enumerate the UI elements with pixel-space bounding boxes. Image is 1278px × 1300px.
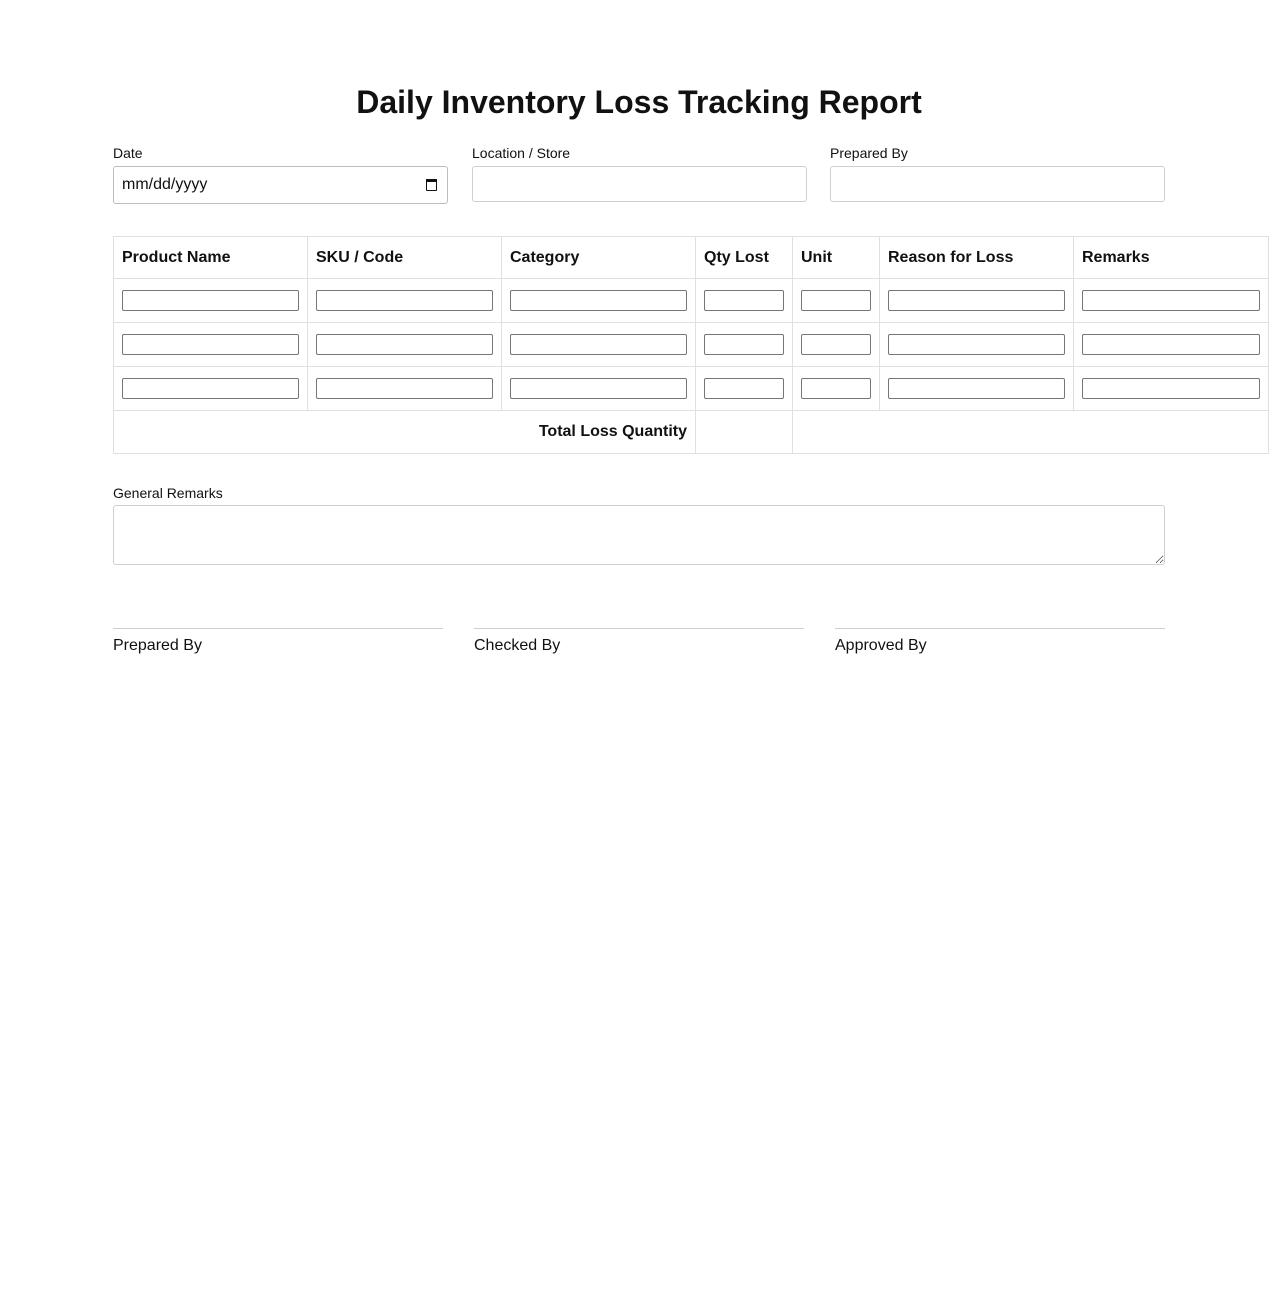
unit-input[interactable] bbox=[801, 378, 871, 399]
table-cell bbox=[502, 367, 696, 411]
total-loss-value bbox=[696, 411, 793, 454]
table-cell bbox=[114, 323, 308, 367]
table-cell bbox=[114, 279, 308, 323]
remarks-input[interactable] bbox=[1082, 290, 1260, 311]
remarks-input[interactable] bbox=[1082, 378, 1260, 399]
sku-input[interactable] bbox=[316, 290, 493, 311]
table-cell bbox=[793, 323, 880, 367]
location-field-group bbox=[472, 144, 807, 202]
total-loss-label: Total Loss Quantity bbox=[114, 411, 696, 454]
table-cell bbox=[308, 279, 502, 323]
table-cell bbox=[696, 279, 793, 323]
date-input[interactable] bbox=[113, 166, 448, 204]
product-name-input[interactable] bbox=[122, 378, 299, 399]
table-cell bbox=[502, 323, 696, 367]
column-header-category: Category bbox=[502, 237, 696, 279]
calendar-icon[interactable] bbox=[426, 179, 437, 191]
column-header-reason: Reason for Loss bbox=[880, 237, 1074, 279]
table-cell bbox=[793, 367, 880, 411]
signature-checked-by bbox=[474, 628, 804, 655]
table-cell bbox=[1074, 279, 1269, 323]
column-header-unit: Unit bbox=[793, 237, 880, 279]
location-label: Location / Store bbox=[472, 145, 571, 161]
prepared-by-input[interactable] bbox=[830, 166, 1165, 202]
table-cell bbox=[1074, 323, 1269, 367]
table-row bbox=[114, 323, 1269, 367]
table-cell bbox=[308, 323, 502, 367]
table-cell bbox=[880, 323, 1074, 367]
signature-approved-by-label: Approved By bbox=[835, 637, 927, 654]
table-cell bbox=[880, 279, 1074, 323]
date-input-value: mm/dd/yyyy bbox=[122, 176, 208, 193]
unit-input[interactable] bbox=[801, 290, 871, 311]
table-row bbox=[114, 279, 1269, 323]
location-input[interactable] bbox=[472, 166, 807, 202]
table-cell bbox=[880, 367, 1074, 411]
loss-table bbox=[113, 236, 1269, 454]
total-row bbox=[114, 411, 1269, 454]
page-title: Daily Inventory Loss Tracking Report bbox=[356, 84, 922, 120]
sku-input[interactable] bbox=[316, 334, 493, 355]
table-header-row bbox=[114, 237, 1269, 279]
unit-input[interactable] bbox=[801, 334, 871, 355]
column-header-remarks: Remarks bbox=[1074, 237, 1269, 279]
signature-prepared-by bbox=[113, 628, 443, 655]
category-input[interactable] bbox=[510, 290, 687, 311]
table-cell bbox=[1074, 367, 1269, 411]
date-label: Date bbox=[113, 145, 143, 161]
total-row-filler bbox=[793, 411, 1269, 454]
table-cell bbox=[696, 323, 793, 367]
column-header-qty-lost: Qty Lost bbox=[696, 237, 793, 279]
general-remarks-label: General Remarks bbox=[113, 485, 223, 501]
signature-approved-by bbox=[835, 628, 1165, 655]
signature-prepared-by-label: Prepared By bbox=[113, 637, 202, 654]
column-header-product-name: Product Name bbox=[114, 237, 308, 279]
product-name-input[interactable] bbox=[122, 334, 299, 355]
table-cell bbox=[793, 279, 880, 323]
table-row bbox=[114, 367, 1269, 411]
column-header-sku: SKU / Code bbox=[308, 237, 502, 279]
table-cell bbox=[308, 367, 502, 411]
reason-input[interactable] bbox=[888, 334, 1065, 355]
qty-lost-input[interactable] bbox=[704, 378, 784, 399]
product-name-input[interactable] bbox=[122, 290, 299, 311]
general-remarks-section bbox=[113, 485, 1165, 570]
category-input[interactable] bbox=[510, 334, 687, 355]
table-cell bbox=[114, 367, 308, 411]
general-remarks-textarea[interactable] bbox=[113, 505, 1165, 565]
date-field-group bbox=[113, 144, 448, 204]
qty-lost-input[interactable] bbox=[704, 290, 784, 311]
reason-input[interactable] bbox=[888, 290, 1065, 311]
prepared-by-field-group bbox=[830, 144, 1165, 202]
qty-lost-input[interactable] bbox=[704, 334, 784, 355]
category-input[interactable] bbox=[510, 378, 687, 399]
reason-input[interactable] bbox=[888, 378, 1065, 399]
signature-checked-by-label: Checked By bbox=[474, 637, 561, 654]
table-cell bbox=[696, 367, 793, 411]
table-cell bbox=[502, 279, 696, 323]
remarks-input[interactable] bbox=[1082, 334, 1260, 355]
prepared-by-label: Prepared By bbox=[830, 145, 908, 161]
sku-input[interactable] bbox=[316, 378, 493, 399]
